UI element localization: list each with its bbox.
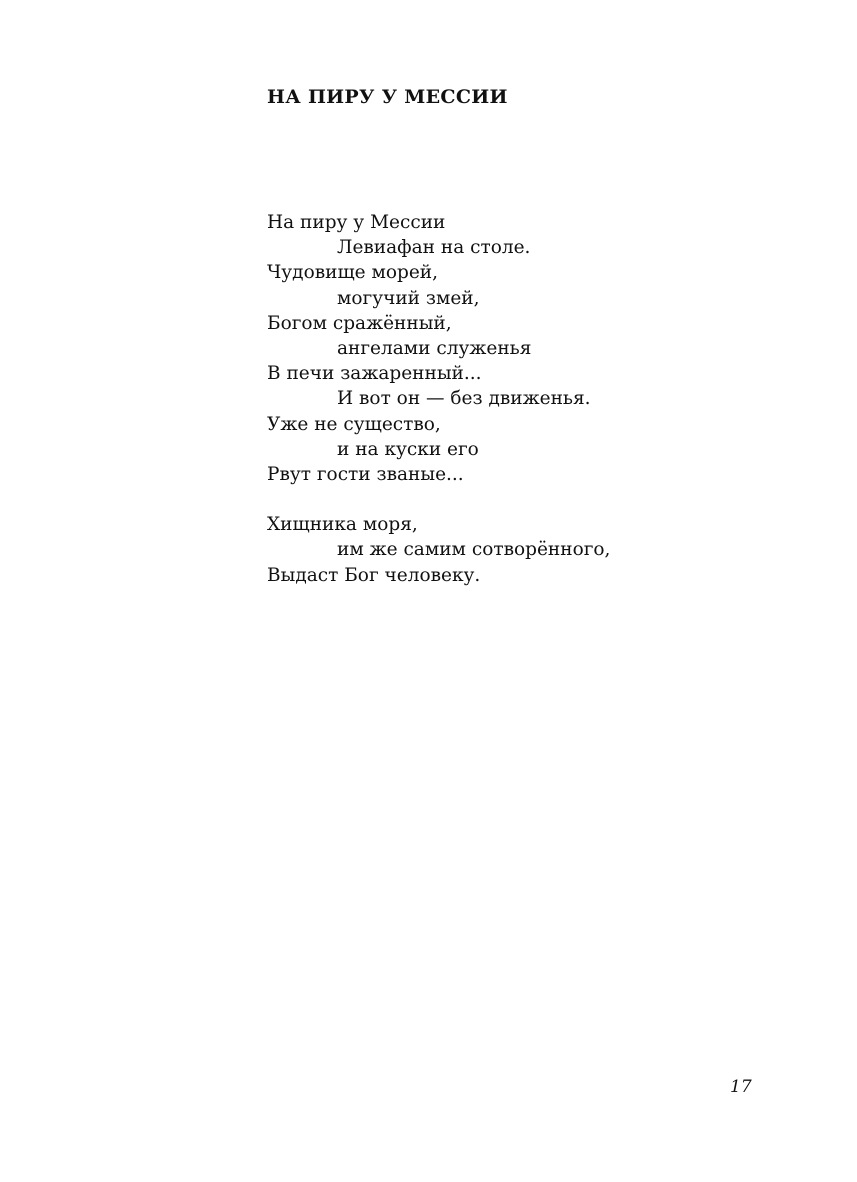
poem-line-indented: и на куски его	[337, 438, 479, 460]
poem-line-indented: ангелами служенья	[337, 337, 532, 359]
stanza	[267, 210, 787, 487]
poem-line: Рвут гости званые...	[267, 463, 464, 485]
poem-line: Хищника моря,	[267, 514, 418, 536]
poem-line-indented: могучий змей,	[337, 287, 480, 309]
poem-line: Выдаст Бог человеку.	[267, 564, 481, 586]
poem-line: В печи зажаренный...	[267, 363, 482, 385]
poem-line-indented: им же самим сотворённого,	[337, 539, 611, 561]
poem-line-indented: Левиафан на столе.	[337, 237, 531, 259]
poem-title: НА ПИРУ У МЕССИИ	[267, 86, 508, 108]
page-number: 17	[730, 1077, 752, 1097]
poem-body	[267, 210, 787, 613]
poem-line: Уже не существо,	[267, 413, 441, 435]
poem-line: Богом сражённый,	[267, 312, 452, 334]
poem-line: Чудовище морей,	[267, 262, 439, 284]
poem-line: На пиру у Мессии	[267, 212, 446, 233]
stanza	[267, 512, 787, 588]
poem-line-indented: И вот он — без движенья.	[337, 388, 591, 410]
